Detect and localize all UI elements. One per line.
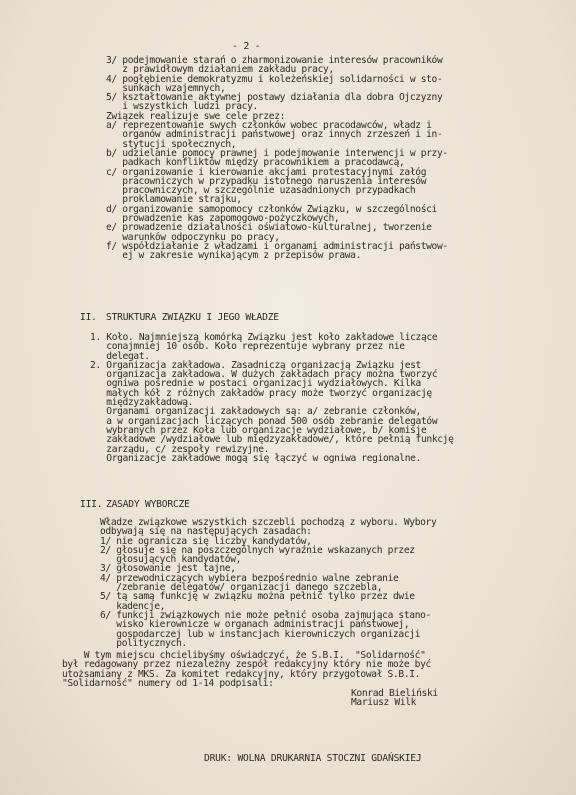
text-line: Konrad Bieliński <box>351 688 438 699</box>
text-line: delegat. <box>90 350 150 362</box>
editorial-statement <box>62 651 431 688</box>
text-line: wybranych przez Koła lub organizacje wydziałowe, b/ komisje <box>90 424 427 436</box>
text-line: ej w zakresie wynikającym z przepisów prawa. <box>106 250 362 262</box>
text-line: stytucji społecznych, <box>106 138 237 150</box>
signatures <box>351 689 438 708</box>
text-line: prowadzenie kas zapomogowo-pożyczkowych, <box>106 213 340 225</box>
text-line: 5/ tą samą funkcję w związku można pełnić tylko przez dwie <box>100 591 415 603</box>
text-line: sunkach wzajemnych, <box>106 82 226 94</box>
text-line: 4/ pogłębienie demokratyzmu i koleżeńskiej solidarności w sto- <box>106 73 443 85</box>
text-line: utożsamiany z MKS. Za komitet redakcyjny, który przygotował S.B.I. <box>62 668 421 680</box>
structure-paragraphs <box>90 333 454 463</box>
printer-footer: DRUK: WOLNA DRUKARNIA STOCZNI GDAŃSKIEJ <box>204 753 422 764</box>
section-title: STRUKTURA ZWIĄZKU I JEGO WŁADZE <box>106 312 279 323</box>
text-line: conajmniej 10 osób. Koło reprezentuje wybrany przez nie <box>90 341 405 353</box>
text-line: 4/ przewodniczących wybiera bezpośrednio walne zebranie <box>100 572 399 584</box>
text-line: 2/ głosuje się na poszczególnych wyraźnie wskazanych przez <box>100 544 415 556</box>
text-line: pracowniczych, w szczególnie uzasadnionych przypadkach <box>106 185 416 197</box>
text-line: 5/ kształtowanie aktywnej postawy działania dla dobra Ojczyzny <box>106 92 443 104</box>
text-line: Organizacje zakładowe mogą się łączyć w ogniwa regionalne. <box>90 452 421 464</box>
text-line: a w organizacjach liczących ponad 500 osób zebranie delegatów <box>90 415 438 427</box>
text-line: 6/ funkcji związkowych nie może pełnić osoba zajmująca stano- <box>100 609 431 621</box>
text-line: 3/ głosowanie jest tajne, <box>100 563 236 575</box>
text-line: politycznych. <box>100 637 187 649</box>
section-number: II. <box>80 312 97 323</box>
text-line: Władze związkowe wszystkich szczebli pochodzą z wyboru. Wybory <box>100 517 437 528</box>
text-line: 2. Organizacja zakładowa. Zasadniczą organizacją Związku jest <box>90 359 421 371</box>
page-number: - 2 - <box>232 41 261 52</box>
text-line: 3/ podejmowanie starań o zharmonizowanie interesów pracowników <box>106 55 443 66</box>
text-line: kadencje, <box>100 600 166 612</box>
text-line: organów administracji państwowej oraz innych zrzeszeń i in- <box>106 129 443 141</box>
text-line: e/ prowadzenie działalności oświatowo-kulturalnej, tworzenie <box>106 222 432 234</box>
text-line: warunków odpoczynku po pracy, <box>106 231 280 243</box>
text-line: odbywają się na następujących zasadach: <box>100 526 312 538</box>
text-line: małych kół z różnych zakładów pracy może tworzyć organizację <box>90 387 432 399</box>
text-line: ogniwa pośrednie w postaci organizacji wydziałowych. Kilka <box>90 378 421 390</box>
text-line: padkach konfliktów między pracownikiem a pracodawcą, <box>106 157 405 169</box>
section-number: III. <box>80 499 103 510</box>
text-line: d/ organizowanie samopomocy członków Związku, w szczególności <box>106 203 437 215</box>
text-line: zarządu, c/ zespoły rewizyjne. <box>90 443 270 455</box>
text-line: wisko kierownicze w organach administracji państwowej, <box>100 619 410 631</box>
text-line: "Solidarność" numery od 1-14 podpisali: <box>62 677 274 689</box>
goals-and-means-list <box>106 56 448 261</box>
text-line: c/ organizowanie i kierowanie akcjami protestacyjnymi załóg <box>106 166 427 178</box>
section-heading-elections <box>80 499 190 510</box>
text-line: /zebranie delegatów/ organizacji danego szczebla, <box>100 582 383 594</box>
text-line: b/ udzielanie pomocy prawnej i podejmowanie interwencji w przy- <box>106 147 448 159</box>
text-line: Organami organizacji zakładowych są: a/ zebranie członków, <box>90 406 421 418</box>
text-line: 1. Koło. Najmniejszą komórką Związku jest koło zakładowe liczące <box>90 332 438 343</box>
text-line: Mariusz Wilk <box>351 697 417 709</box>
text-line: międzyzakładową. <box>90 397 194 409</box>
text-line: i wszystkich ludzi pracy. <box>106 101 258 113</box>
text-line: pracowniczych w przypadku istotnego naruszenia interesów <box>106 175 427 187</box>
text-line: zakładowe /wydziałowe lub międzyzakładowe/, które pełnią funkcję <box>90 434 454 446</box>
text-line: organizacja zakładowa. W dużych zakładach pracy można tworzyć <box>90 369 438 381</box>
text-line: f/ współdziałanie z władzami i organami administracji państwow- <box>106 240 448 252</box>
text-line: W tym miejscu chcielibyśmy oświadczyć, że S.B.I. "Solidarność" <box>62 650 426 661</box>
text-line: z prawidłowym działaniem zakładu pracy, <box>106 64 334 76</box>
text-line: był redagowany przez niezależny zespół redakcyjny który nie może być <box>62 659 431 671</box>
election-rules-list <box>100 518 436 648</box>
text-line: a/ reprezentowanie swych członków wobec pracodawców, władz i <box>106 120 432 132</box>
text-line: proklamowanie strajku, <box>106 194 242 206</box>
text-line: Związek realizuje swe cele przez: <box>106 110 286 122</box>
section-heading-structure <box>80 312 279 323</box>
text-line: głosujących kandydatów, <box>100 554 242 566</box>
text-line: 1/ nie ogranicza się liczby kandydatów, <box>100 535 312 547</box>
text-line: gospodarczej lub w instancjach kierowniczych organizacji <box>100 628 421 640</box>
section-title: ZASADY WYBORCZE <box>106 499 190 510</box>
